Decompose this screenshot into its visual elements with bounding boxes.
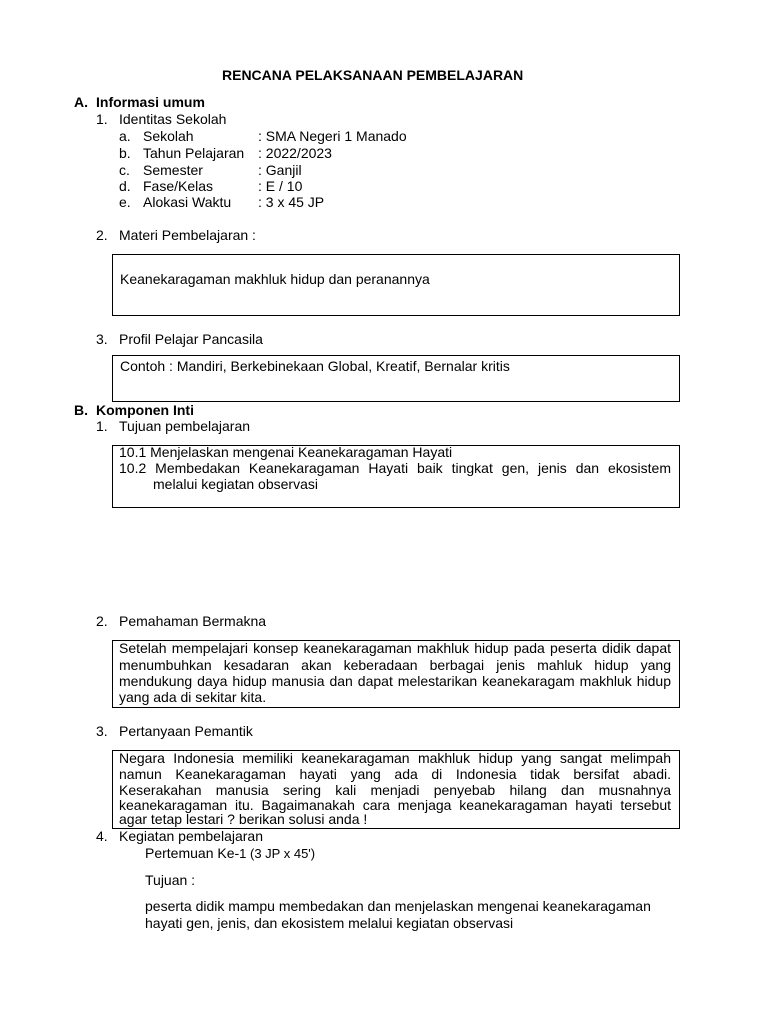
section-a-label: A. — [74, 94, 88, 110]
pemantik-line: Keserakahan manusia sering kali menjadi penyebab hilang dan musnahnya — [119, 782, 671, 798]
identitas-sekolah-heading: Identitas Sekolah — [119, 111, 227, 127]
section-a-title: Informasi umum — [96, 94, 205, 110]
kegiatan-tujuan-line: hayati gen, jenis, dan ekosistem melalui kegiatan observasi — [145, 915, 514, 931]
pemahaman-line: Setelah mempelajari konsep keanekaragaman makhluk hidup pada peserta didik dapat — [119, 640, 671, 656]
row-letter: d. — [119, 178, 131, 194]
row-letter: a. — [119, 128, 131, 144]
page-title: RENCANA PELAKSANAAN PEMBELAJARAN — [222, 67, 524, 83]
materi-pembelajaran-text: Keanekaragaman makhluk hidup dan peranannya — [120, 271, 430, 287]
tujuan-line: melalui kegiatan observasi — [153, 476, 318, 492]
row-key: Tahun Pelajaran — [143, 145, 245, 161]
kegiatan-pembelajaran-heading: Kegiatan pembelajaran — [119, 828, 263, 844]
row-letter: c. — [119, 162, 130, 178]
item-number: 3. — [96, 331, 108, 347]
materi-pembelajaran-heading: Materi Pembelajaran : — [119, 227, 256, 243]
kegiatan-tujuan-line: peserta didik mampu membedakan dan menjelaskan mengenai keanekaragaman — [145, 898, 651, 914]
row-value: : 2022/2023 — [258, 145, 332, 161]
section-b-title: Komponen Inti — [96, 402, 194, 418]
profil-pelajar-text: Contoh : Mandiri, Berkebinekaan Global, Kreatif, Bernalar kritis — [120, 358, 510, 374]
row-value: : Ganjil — [258, 162, 302, 178]
pemantik-line: keanekaragaman itu. Bagaimanakah cara menjaga keanekaragaman hayati tersebut — [119, 797, 671, 813]
pertemuan-detail: 1 (3 JP x 45') — [239, 846, 316, 861]
row-letter: e. — [119, 194, 131, 210]
item-number: 4. — [96, 828, 108, 844]
pemahaman-line: mendukung daya hidup manusia dan dapat melestarikan keanekaragam makhluk hidup — [119, 673, 671, 689]
pertemuan-label — [145, 845, 315, 862]
pemahaman-line: menumbuhkan kesadaran akan keberadaan berbagai jenis mahluk hidup yang — [119, 657, 671, 673]
row-key: Alokasi Waktu — [143, 194, 232, 210]
profil-pelajar-heading: Profil Pelajar Pancasila — [119, 331, 263, 347]
row-value: : E / 10 — [258, 178, 303, 194]
tujuan-line: 10.2 Membedakan Keanekaragaman Hayati baik tingkat gen, jenis dan ekosistem — [119, 460, 671, 476]
section-b-label: B. — [74, 402, 88, 418]
item-number: 3. — [96, 723, 108, 739]
item-number: 1. — [96, 111, 108, 127]
pemahaman-line: yang ada di sekitar kita. — [119, 689, 267, 705]
row-value: : SMA Negeri 1 Manado — [258, 128, 407, 144]
item-number: 1. — [96, 418, 108, 434]
pemahaman-bermakna-heading: Pemahaman Bermakna — [119, 613, 267, 629]
pertemuan-prefix: Pertemuan Ke- — [145, 845, 240, 861]
tujuan-line: 10.1 Menjelaskan mengenai Keanekaragaman Hayati — [119, 444, 453, 460]
tujuan-label: Tujuan : — [145, 872, 196, 888]
pemantik-line: agar tetap lestari ? berikan solusi anda ! — [119, 811, 368, 827]
pemantik-line: namun Keanekaragaman hayati yang ada di Indonesia tidak bersifat abadi. — [119, 766, 671, 782]
item-number: 2. — [96, 227, 108, 243]
row-key: Sekolah — [143, 128, 194, 144]
row-letter: b. — [119, 145, 131, 161]
row-key: Fase/Kelas — [143, 178, 214, 194]
row-key: Semester — [143, 162, 203, 178]
tujuan-pembelajaran-heading: Tujuan pembelajaran — [119, 418, 251, 434]
pertanyaan-pemantik-heading: Pertanyaan Pemantik — [119, 723, 253, 739]
item-number: 2. — [96, 613, 108, 629]
pemantik-line: Negara Indonesia memiliki keanekaragaman makhluk hidup yang sangat melimpah — [119, 750, 671, 766]
row-value: : 3 x 45 JP — [258, 194, 325, 210]
